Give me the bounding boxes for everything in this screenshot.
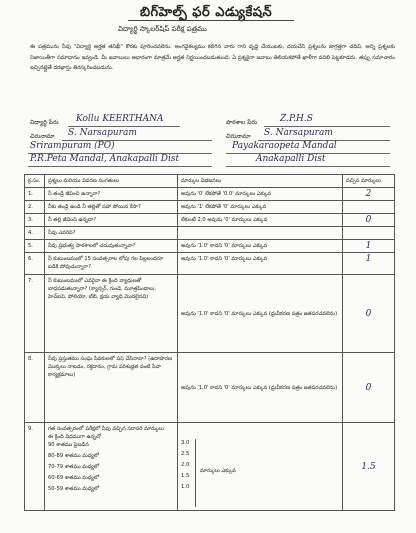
row-score bbox=[343, 423, 395, 511]
row-scheme: అవును '1' లేకపోతే '0' మార్కులు ఎక్కువ bbox=[178, 201, 343, 214]
instructions-paragraph: ఈ పత్రమును నీవు "విద్యార్థి అర్హత తనిఖీ" కొరకు పూరించవలెను. అంగవైకల్యము కలిగిన వారు గాని వృద్ధి చేయుటకు, దయచేసి ప్రశ్నలను జాగ్రత్తగా చదివి, అన్ని ప్రశ్నలకు నిజాయితీగా సమాధానం ఇవ్వండి. మీ జవాబులు ఆధారంగా మాత్రమే అర్హత నిర్ణయించబడుతుంది. ఏ ప్రశ్నకైనా జవాబు తెలియకపోతే ఖాళీగా వదిలి పెట్టకూడదు. తప్పు సమాచారం ఇచ్చినట్లైతే దరఖాస్తు తిరస్కరించబడును. bbox=[30, 44, 395, 71]
school-address-line3-rule bbox=[226, 166, 390, 167]
school-address-line3: Anakapalli Dist bbox=[256, 154, 326, 164]
scoring-table bbox=[24, 174, 395, 511]
header-question: ప్రశ్నలు మరియు వివరణ సంగతులు bbox=[45, 175, 178, 188]
grade-band: 90 శాతము పైబడిన bbox=[48, 442, 89, 448]
row-question: నీవు ప్రభుత్వ పాఠశాలలో చదువుతున్నావా? bbox=[45, 240, 178, 253]
page-subtitle: విద్యార్థి స్కాలర్‌షిప్ పరీక్ష పత్రము bbox=[118, 25, 207, 33]
title-underline bbox=[128, 20, 294, 21]
row-question: నీవు ఎవరివి? bbox=[45, 227, 178, 240]
address-line3-rule bbox=[28, 166, 212, 167]
row-number: 7. bbox=[25, 275, 45, 353]
grade-point: 3.0 bbox=[181, 440, 190, 446]
grade-scheme-note: మార్కులు ఎక్కువ bbox=[200, 468, 236, 474]
score-value: 1.5 bbox=[361, 461, 376, 472]
row-question: నీకు తండ్రి ఉండి నీ తల్లితో సహా పోయిన కేసా? bbox=[45, 201, 178, 214]
row-question: నీ తండ్రి జీవించి ఉన్నారా? bbox=[45, 188, 178, 201]
row-scheme: అవును '1.0' కాదని '0' మార్కులు ఎక్కువ bbox=[178, 240, 343, 253]
row-scheme: అవును '1.0' కాదని '0' మార్కులు ఎక్కువ (ధ్రువీకరణ పత్రం జతపరచవలెను) bbox=[178, 353, 343, 423]
score-value: 0 bbox=[365, 382, 372, 393]
row-score bbox=[343, 227, 395, 240]
student-name-line bbox=[68, 126, 180, 127]
header-serial: క్ర.సం. bbox=[25, 175, 45, 188]
row-scheme: అవును '1.0' కాదని '0' మార్కులు ఎక్కువ bbox=[178, 253, 343, 275]
row-score bbox=[343, 214, 395, 227]
address-line1: S. Narsapuram bbox=[68, 128, 137, 138]
row-question: నీ కుటుంబములో 15 సంవత్సరాల లోపు గల పిల్లలందరూ బడికి పోవుచున్నారా? bbox=[45, 253, 178, 275]
table-row bbox=[25, 227, 395, 240]
row-question: నీ తల్లి జీవించి ఉన్నదా? bbox=[45, 214, 178, 227]
student-name-value: Kollu KEERTHANA bbox=[76, 114, 164, 124]
grades-subtitle: ఈ క్రింది విధముగా ఉన్నచో bbox=[48, 434, 101, 440]
row-number: 1. bbox=[25, 188, 45, 201]
page-title: బిగ్‌హెల్ప్ ఫర్ ఎడ్యుకేషన్ bbox=[140, 5, 273, 20]
table-row bbox=[25, 353, 395, 423]
row-number: 6. bbox=[25, 253, 45, 275]
address-line3: P.R.Peta Mandal, Anakapalli Dist bbox=[30, 154, 180, 164]
row-number: 5. bbox=[25, 240, 45, 253]
row-number: 8. bbox=[25, 353, 45, 423]
school-address-line1: S. Narsapuram bbox=[264, 128, 333, 138]
row-score bbox=[343, 201, 395, 214]
score-value: 2 bbox=[365, 189, 372, 199]
address-line2: Srirampuram (PO) bbox=[30, 141, 115, 151]
table-row bbox=[25, 423, 395, 511]
row-number: 3. bbox=[25, 214, 45, 227]
grade-band: 80-89 శాతము మధ్యలో bbox=[48, 453, 100, 459]
row-number: 9. bbox=[25, 423, 45, 511]
row-scheme: అవును '0' లేకపోతే '0.0' మార్కులు ఎక్కువ bbox=[178, 188, 343, 201]
school-name-value: Z.P.H.S bbox=[280, 114, 313, 124]
row-scheme: లేకుంటే 2.0 అవును '0' మార్కులు ఎక్కువ bbox=[178, 214, 343, 227]
row-score bbox=[343, 275, 395, 353]
row-score bbox=[343, 353, 395, 423]
header-scheme: మార్కుల విభజనలు bbox=[178, 175, 343, 188]
row-scheme bbox=[178, 227, 343, 240]
school-address-line2: Payakaraopeta Mandal bbox=[232, 141, 337, 151]
score-value: 1 bbox=[365, 254, 372, 264]
grade-points-column bbox=[181, 439, 196, 507]
score-value: 0 bbox=[365, 308, 372, 319]
grade-band: 60-69 శాతము మధ్యలో bbox=[48, 475, 100, 481]
row-question bbox=[45, 423, 178, 511]
table-row bbox=[25, 201, 395, 214]
grade-band: 70-79 శాతము మధ్యలో bbox=[48, 464, 100, 470]
grade-band: 50-59 శాతము మధ్యలో bbox=[48, 486, 100, 492]
table-row bbox=[25, 188, 395, 201]
table-row bbox=[25, 240, 395, 253]
table-row bbox=[25, 275, 395, 353]
grade-point: 1.0 bbox=[181, 484, 190, 490]
row-scheme: అవును '1.0' కాదని '0' మార్కులు ఎక్కువ (ధ్రువీకరణ పత్రం జతపరచవలెను) bbox=[178, 275, 343, 353]
grade-point: 2.5 bbox=[181, 451, 190, 457]
row-question: నీ కుటుంబములో ఎవరైనా ఈ క్రింది వ్యాధులతో బాధపడుతున్నారా? (క్యాన్సర్, గుండె, మూత్రపిండాలు, హెచ్ఐవి, పోలియో, టిబి, క్షయ వ్యాధి మొదలైనవి) bbox=[45, 275, 178, 353]
header-score: వచ్చిన మార్కులు bbox=[343, 175, 395, 188]
school-name-label: పాఠశాల పేరు bbox=[226, 119, 258, 126]
row-scheme bbox=[178, 423, 343, 511]
school-address-label: చిరునామా bbox=[226, 133, 251, 140]
grade-point: 2.0 bbox=[181, 462, 190, 468]
table-header-row bbox=[25, 175, 395, 188]
row-score bbox=[343, 188, 395, 201]
row-question: నీవు ప్రస్తుతము సంఘ సేవకులలో పని చేసినావా? (ఉదాహరణ మొక్కలు నాటడం, రక్తదానం, గ్రామ పరిశుభ్రత వంటి సేవా కార్యక్రమాలు) bbox=[45, 353, 178, 423]
score-value: 1 bbox=[365, 241, 372, 251]
table-row bbox=[25, 253, 395, 275]
school-name-line bbox=[264, 126, 390, 127]
student-name-label: విద్యార్థి పేరు bbox=[30, 119, 59, 126]
row-number: 4. bbox=[25, 227, 45, 240]
score-value: 0 bbox=[365, 215, 372, 225]
table-row bbox=[25, 214, 395, 227]
grades-title: గత సంవత్సరంలో పరీక్షలో నీవు వచ్చిన సరాసరి మార్కులు bbox=[48, 426, 164, 432]
grade-point: 1.5 bbox=[181, 473, 190, 479]
row-score bbox=[343, 253, 395, 275]
row-score bbox=[343, 240, 395, 253]
address-label: చిరునామా bbox=[30, 133, 55, 140]
row-number: 2. bbox=[25, 201, 45, 214]
